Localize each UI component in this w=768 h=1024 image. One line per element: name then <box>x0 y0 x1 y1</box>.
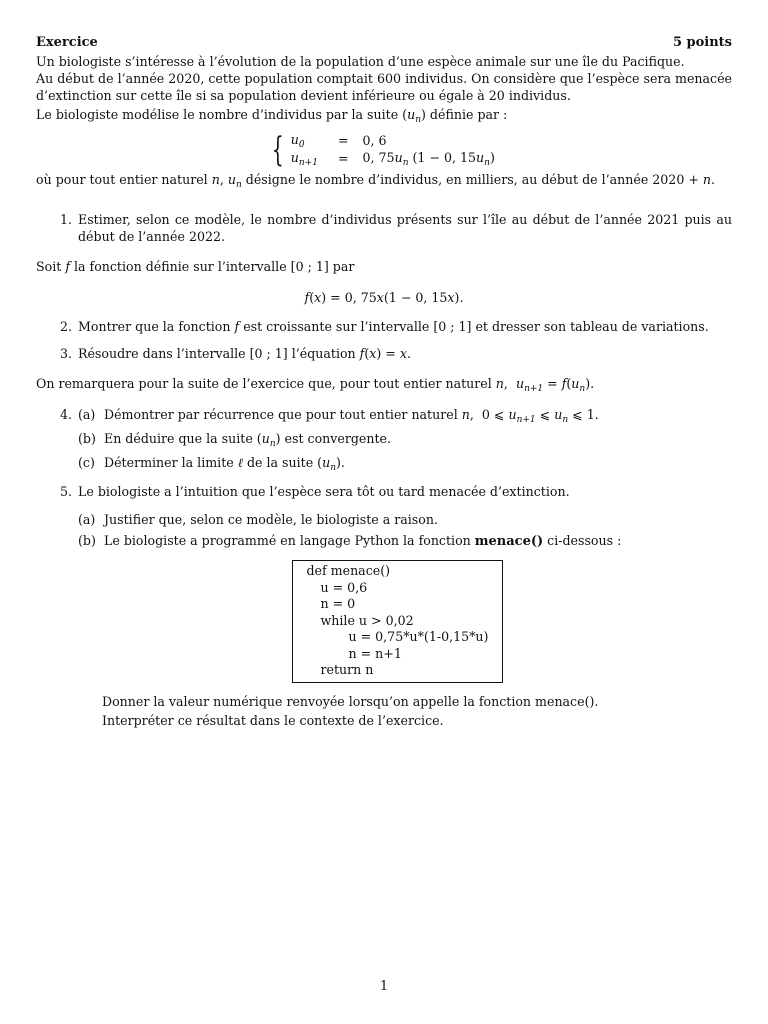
question-4c: (c) Déterminer la limite ℓ de la suite $(u_n)$. <box>78 455 345 473</box>
final-instructions <box>36 693 732 729</box>
exercise-header <box>36 34 732 51</box>
question-4b: (b) En déduire que la suite $(u_n)$ est convergente. <box>78 431 391 449</box>
python-code-box <box>292 560 503 683</box>
after-system-text: où pour tout entier naturel n, $u_n$ désigne le nombre d’individus, en milliers, au début de l’année 2020 + n. <box>36 172 716 190</box>
page-number: 1 <box>379 978 388 993</box>
system-row-initial: $u_0$ = 0, 6 <box>290 132 387 150</box>
intro-line-1: Un biologiste s’intéresse à l’évolution de la population d’une espèce animale sur une île du Pacifique. <box>36 54 685 69</box>
left-brace: { <box>271 130 284 170</box>
exercise-page <box>36 34 732 729</box>
question-3: 3. Résoudre dans l’intervalle [0 ; 1] l’équation f(x) = x. <box>59 346 411 361</box>
intro-line-3: Le biologiste modélise le nombre d’individus par la suite $(u_n)$ définie par : <box>36 107 508 125</box>
question-2: 2. Montrer que la fonction f est croissante sur l’intervalle [0 ; 1] et dresser son tableau de variations. <box>59 319 709 334</box>
code-line-increment-n: n = n+1 <box>348 645 402 661</box>
final-line-2: Interpréter ce résultat dans le contexte de l’exercice. <box>102 712 444 728</box>
remark-text: On remarquera pour la suite de l’exercice que, pour tout entier naturel n, $u_{n+1} = f(u_n)$. <box>36 376 595 394</box>
intro-line-2: Au début de l’année 2020, cette population comptait 600 individus. On considère que l’espèce sera menacée d’extinction sur cette île si sa population devient inférieure ou égale à 20 individus. <box>36 71 732 103</box>
function-definition-intro: Soit f la fonction définie sur l’intervalle [0 ; 1] par <box>36 259 355 274</box>
code-line-init-n: n = 0 <box>320 596 356 611</box>
function-formula: f(x) = 0, 75x(1 − 0, 15x). <box>304 290 464 305</box>
exercise-title: Exercice <box>36 35 98 50</box>
code-line-while: while u > 0,02 <box>320 612 414 628</box>
recurrence-system <box>36 132 732 168</box>
code-line-return: return n <box>320 662 374 677</box>
question-1: 1. Estimer, selon ce modèle, le nombre d’individus présents sur l’île au début de l’année 2021 puis au début de l’année 2022. <box>59 212 732 244</box>
question-4: 4. (a) Démontrer par récurrence que pour tout entier naturel n, 0 ⩽ $u_{n+1}$ ⩽ $u_n$ ⩽ 1. (b) En déduire que la suite $(u_n)$ est convergente. (c) Déterminer la limite ℓ de la suite $(u_n)$. <box>36 406 732 474</box>
question-4a: (a) Démontrer par récurrence que pour tout entier naturel n, 0 ⩽ $u_{n+1}$ ⩽ $u_n$ ⩽ 1. <box>78 407 599 425</box>
question-5: 5. Le biologiste a l’intuition que l’espèce sera tôt ou tard menacée d’extinction. (a) Justifier que, selon ce modèle, le biologiste a raison. (b) Le biologiste a programmé en langage Python la fonction menace() ci-dessous : <box>36 483 732 550</box>
exercise-points: 5 points <box>672 35 732 50</box>
code-line-def: def menace() <box>306 563 391 578</box>
question-5a: (a) Justifier que, selon ce modèle, le biologiste a raison. <box>78 512 438 527</box>
system-row-recurrence: $u_{n+1}$ = 0, $75u_n$ (1 − 0, $15u_n$) <box>290 150 495 168</box>
final-line-1: Donner la valeur numérique renvoyée lorsqu’on appelle la fonction menace(). <box>102 693 599 709</box>
python-code-box-wrapper <box>36 560 732 683</box>
code-line-update-u: u = 0,75*u*(1-0,15*u) <box>348 629 489 644</box>
question-5b: (b) Le biologiste a programmé en langage Python la fonction menace() ci-dessous : <box>78 533 622 549</box>
code-line-init-u: u = 0,6 <box>320 579 368 595</box>
